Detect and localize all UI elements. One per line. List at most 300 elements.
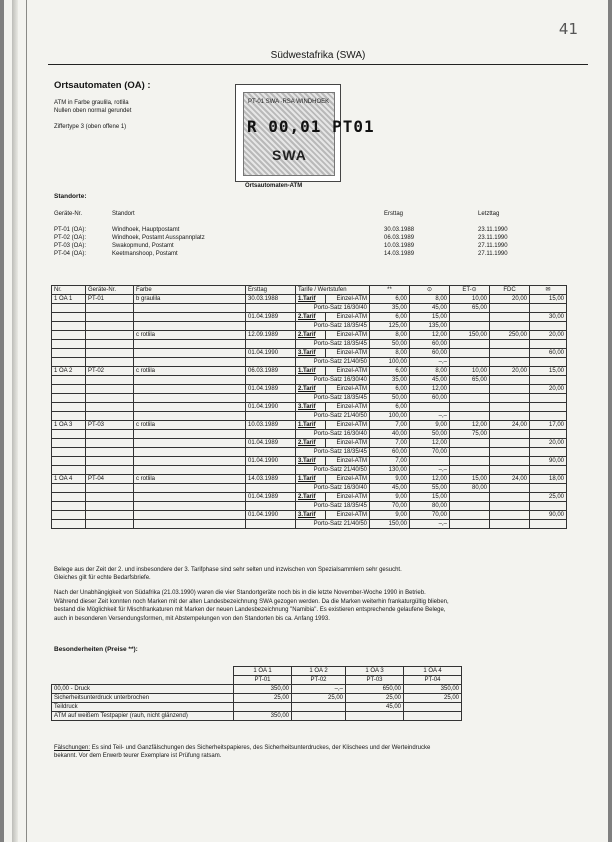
cell-tarif: 2.Tarif [296,313,326,322]
besonderheiten-price: 350,00 [234,712,292,721]
besonderheiten-col-header: 1 OA 1 [234,667,292,676]
cell-wertstufe: Einzel-ATM [326,313,370,322]
cell-price [450,403,490,412]
cell-geraet [86,520,134,529]
cell-price: 90,00 [530,511,567,520]
oa-price-table [51,285,567,529]
table-row [52,448,567,457]
cell-price [530,448,567,457]
cell-ersttag: 12.09.1989 [246,331,296,340]
section-description: ATM in Farbe graulila, rotlila Nullen oben normal gerundet Ziffertype 3 (oben offene 1) [54,100,132,130]
cell-farbe [134,493,246,502]
besonderheiten-price: 25,00 [404,694,462,703]
standorte-cell: 27.11.1990 [478,251,508,257]
cell-wertstufe: Einzel-ATM [326,421,370,430]
note-line: bestand die Möglichkeit für Mischfrankaturen mit Marken der neuen Landesbezeichnung "Namibia". Es existieren entsprechende gelaufene Belege, [54,607,446,613]
cell-wertstufe: Porto-Satz 21/40/50 [296,412,370,421]
cell-price [490,520,530,529]
cell-price: 12,00 [410,385,450,394]
cell-geraet [86,358,134,367]
table-header-row [52,286,567,295]
cell-nr [52,322,86,331]
cell-farbe [134,394,246,403]
cell-price [490,448,530,457]
cell-ersttag: 01.04.1989 [246,313,296,322]
note-line: Gleiches gilt für echte Bedarfsbriefe. [54,575,151,581]
cell-tarif: 3.Tarif [296,403,326,412]
cell-tarif: 1.Tarif [296,367,326,376]
cell-ersttag [246,304,296,313]
cell-nr [52,385,86,394]
cell-price [450,511,490,520]
cell-wertstufe: Porto-Satz 18/35/45 [296,322,370,331]
cell-nr [52,448,86,457]
cell-geraet [86,376,134,385]
cell-nr [52,340,86,349]
cell-price: 9,00 [370,493,410,502]
cell-wertstufe: Porto-Satz 21/40/50 [296,466,370,475]
cell-price [530,466,567,475]
cell-price: 6,00 [370,385,410,394]
cell-geraet [86,511,134,520]
cell-geraet [86,403,134,412]
cell-price [450,313,490,322]
cell-tarif: 2.Tarif [296,439,326,448]
cell-nr [52,430,86,439]
table-row [52,457,567,466]
cell-wertstufe: Einzel-ATM [326,403,370,412]
cell-price [530,430,567,439]
cell-price: 12,00 [410,331,450,340]
cell-price [490,493,530,502]
cell-price: 50,00 [370,340,410,349]
cell-price: 12,00 [410,439,450,448]
besonderheiten-price: 25,00 [292,694,346,703]
cell-farbe: c rotlila [134,421,246,430]
besonderheiten-header-row [52,676,462,685]
blank-cell [52,667,234,676]
standorte-col-header: Ersttag [384,211,404,217]
cell-price: 70,00 [410,448,450,457]
note-rarity [54,566,402,582]
standorte-row [52,234,546,242]
besonderheiten-price: 45,00 [346,703,404,712]
besonderheiten-price [404,712,462,721]
cell-price: 50,00 [370,394,410,403]
besonderheiten-price: 25,00 [234,694,292,703]
cell-geraet: PT-02 [86,367,134,376]
col-header-ersttag: Ersttag [246,286,296,295]
table-row [52,376,567,385]
cell-wertstufe: Einzel-ATM [326,493,370,502]
cell-wertstufe: Einzel-ATM [326,385,370,394]
cell-ersttag [246,484,296,493]
table-row [52,421,567,430]
cell-wertstufe: Einzel-ATM [326,475,370,484]
cell-ersttag: 01.04.1989 [246,439,296,448]
cell-geraet [86,457,134,466]
standorte-cell: 23.11.1990 [478,235,508,241]
col-header-tarife: Tarife / Wertstufen [296,286,370,295]
cell-price [530,376,567,385]
cell-geraet [86,385,134,394]
col-header-et-used: ET-⊙ [450,286,490,295]
besonderheiten-heading: Besonderheiten (Preise **): [54,646,138,653]
standorte-cell: 23.11.1990 [478,227,508,233]
cell-nr [52,412,86,421]
cell-price [490,394,530,403]
cell-price: 100,00 [370,358,410,367]
cell-price: 60,00 [410,394,450,403]
cell-price [450,466,490,475]
cell-price: 24,00 [490,475,530,484]
cell-price: 20,00 [490,367,530,376]
cell-price [490,340,530,349]
cell-price: 60,00 [530,349,567,358]
cell-price: 60,00 [410,340,450,349]
besonderheiten-col-header: PT-01 [234,676,292,685]
page-title: Südwestafrika (SWA) [270,50,366,61]
cell-price [450,448,490,457]
cell-wertstufe: Porto-Satz 16/30/40 [296,430,370,439]
faelschungen-label: Fälschungen: [54,745,91,751]
cell-price: 8,00 [410,367,450,376]
cell-nr [52,457,86,466]
cell-wertstufe: Einzel-ATM [326,331,370,340]
cell-price: 9,00 [410,421,450,430]
cell-price [530,412,567,421]
besonderheiten-price [346,712,404,721]
cell-price: 80,00 [450,484,490,493]
besonderheiten-price: 350,00 [234,685,292,694]
cell-tarif: 1.Tarif [296,475,326,484]
cell-geraet [86,493,134,502]
cell-wertstufe: Einzel-ATM [326,367,370,376]
cell-price: 45,00 [410,376,450,385]
atm-stamp-image [235,84,375,182]
cell-farbe: c rotlila [134,475,246,484]
cell-farbe [134,457,246,466]
cell-price: 20,00 [530,439,567,448]
cell-nr [52,349,86,358]
note-line: Belege aus der Zeit der 2. und insbesondere der 3. Tarifphase sind sehr selten und inzwischen von Spezialsammlern sehr gesucht. [54,567,402,573]
cell-price: 65,00 [450,376,490,385]
besonderheiten-row [52,712,462,721]
note-line: bekannt. Vor dem Erwerb teurer Exemplare ist Prüfung ratsam. [54,753,222,759]
cell-price: 45,00 [370,484,410,493]
table-row [52,493,567,502]
cell-price: 45,00 [410,304,450,313]
cell-price: 7,00 [370,439,410,448]
cell-farbe [134,466,246,475]
cell-ersttag [246,412,296,421]
cell-price: –,– [410,358,450,367]
besonderheiten-col-header: 1 OA 2 [292,667,346,676]
cell-wertstufe: Porto-Satz 21/40/50 [296,520,370,529]
table-row [52,475,567,484]
cell-ersttag: 01.04.1990 [246,511,296,520]
cell-price [530,358,567,367]
cell-nr [52,394,86,403]
besonderheiten-price: 650,00 [346,685,404,694]
cell-price [490,313,530,322]
cell-geraet [86,349,134,358]
stamp-country-imprint: SWA [272,147,307,163]
besonderheiten-col-header: PT-03 [346,676,404,685]
standorte-col-header: Geräte-Nr. [54,211,83,217]
cell-price: 125,00 [370,322,410,331]
besonderheiten-row [52,685,462,694]
cell-price: 10,00 [450,367,490,376]
besonderheiten-price [404,703,462,712]
cell-price: 6,00 [370,367,410,376]
cell-farbe: b graulila [134,295,246,304]
besonderheiten-price: 25,00 [346,694,404,703]
cell-ersttag [246,448,296,457]
cell-price [450,349,490,358]
cell-price: 15,00 [530,367,567,376]
table-row [52,520,567,529]
cell-price [410,403,450,412]
cell-price [530,322,567,331]
cell-wertstufe: Porto-Satz 16/30/40 [296,484,370,493]
standorte-cell: 10.03.1989 [384,243,415,249]
cell-farbe [134,340,246,349]
cell-farbe [134,502,246,511]
cell-price [490,502,530,511]
cell-geraet [86,313,134,322]
besonderheiten-col-header: PT-02 [292,676,346,685]
cell-wertstufe: Einzel-ATM [326,349,370,358]
cell-nr [52,502,86,511]
cell-price: 25,00 [530,493,567,502]
besonderheiten-col-header: 1 OA 3 [346,667,404,676]
cell-ersttag [246,520,296,529]
cell-farbe [134,385,246,394]
cell-wertstufe: Einzel-ATM [326,439,370,448]
cell-nr: 1 OA 4 [52,475,86,484]
note-line: Nach der Unabhängigkeit von Südafrika (21.03.1990) waren die vier Standortgeräte noch bis in die letzte November-Woche 1990 in Betrieb. [54,590,426,596]
cell-price: 150,00 [450,331,490,340]
cell-price: 6,00 [370,313,410,322]
cell-tarif: 3.Tarif [296,511,326,520]
standorte-cell: PT-04 (OA): [54,251,87,257]
cell-price: 35,00 [370,304,410,313]
standorte-cell: 27.11.1990 [478,243,508,249]
note-independence [54,589,449,623]
standorte-cell: 30.03.1988 [384,227,415,233]
col-header-geraet: Geräte-Nr. [86,286,134,295]
col-header-used: ⊙ [410,286,450,295]
standorte-row [52,226,546,234]
cell-ersttag [246,394,296,403]
cell-price: 100,00 [370,412,410,421]
cell-farbe [134,313,246,322]
cell-ersttag [246,340,296,349]
cell-price [530,394,567,403]
cell-price [530,340,567,349]
cell-price: 15,00 [450,475,490,484]
cell-geraet [86,439,134,448]
cell-farbe: c rotlila [134,331,246,340]
standorte-cell: PT-02 (OA): [54,235,87,241]
cell-price: 20,00 [530,331,567,340]
cell-price [450,457,490,466]
cell-price: –,– [410,520,450,529]
cell-farbe [134,304,246,313]
cell-price [490,349,530,358]
cell-farbe [134,376,246,385]
cell-nr [52,484,86,493]
cell-price: 8,00 [370,331,410,340]
table-row [52,304,567,313]
cell-price [490,457,530,466]
cell-price: 35,00 [370,376,410,385]
table-row [52,385,567,394]
cell-price: 150,00 [370,520,410,529]
cell-price: 15,00 [410,493,450,502]
cell-price [490,484,530,493]
cell-price: 75,00 [450,430,490,439]
cell-price: 10,00 [450,295,490,304]
cell-geraet: PT-04 [86,475,134,484]
cell-nr [52,331,86,340]
standorte-table [52,210,546,258]
cell-price: 6,00 [370,295,410,304]
cell-wertstufe: Einzel-ATM [326,295,370,304]
standorte-col-header: Standort [112,211,135,217]
table-row [52,394,567,403]
cell-geraet [86,412,134,421]
cell-farbe [134,484,246,493]
cell-tarif: 3.Tarif [296,457,326,466]
besonderheiten-price: 350,00 [404,685,462,694]
besonderheiten-price [234,703,292,712]
cell-price: 7,00 [370,457,410,466]
cell-geraet [86,340,134,349]
cell-tarif: 3.Tarif [296,349,326,358]
table-row [52,484,567,493]
cell-price: 9,00 [370,475,410,484]
table-row [52,358,567,367]
besonderheiten-row [52,694,462,703]
cell-price: 17,00 [530,421,567,430]
image-caption: Ortsautomaten-ATM [245,183,303,189]
besonderheiten-price: –,– [292,685,346,694]
cell-nr [52,376,86,385]
cell-ersttag: 01.04.1990 [246,403,296,412]
cell-price: 60,00 [370,448,410,457]
cell-ersttag [246,376,296,385]
table-row [52,403,567,412]
faelschungen-note [54,744,430,760]
cell-tarif: 1.Tarif [296,421,326,430]
besonderheiten-label: Teildruck [52,703,234,712]
cell-nr [52,403,86,412]
cell-tarif: 2.Tarif [296,493,326,502]
blank-cell [52,676,234,685]
cell-price: 15,00 [530,295,567,304]
cell-price [450,439,490,448]
cell-farbe [134,349,246,358]
standorte-header-row [52,210,546,226]
table-row [52,367,567,376]
cell-price: 7,00 [370,421,410,430]
cell-price [450,412,490,421]
table-row [52,313,567,322]
cell-nr: 1 OA 2 [52,367,86,376]
cell-nr [52,358,86,367]
standorte-cell: Windhoek, Hauptpostamt [112,227,180,233]
cell-farbe [134,358,246,367]
cell-price [450,493,490,502]
cell-geraet [86,304,134,313]
cell-price [490,376,530,385]
cell-price: 9,00 [370,511,410,520]
besonderheiten-label: Sicherheitsunterdruck unterbrochen [52,694,234,703]
note-line: Während dieser Zeit konnten noch Marken mit der alten Landesbezeichnung SWA gezogen werden. Da die Marken weiterhin frankaturgültig blieben, [54,598,449,605]
cell-wertstufe: Porto-Satz 18/35/45 [296,394,370,403]
cell-ersttag: 30.03.1988 [246,295,296,304]
cell-price: 12,00 [410,475,450,484]
cell-wertstufe: Porto-Satz 16/30/40 [296,304,370,313]
cell-price: 30,00 [530,313,567,322]
cell-ersttag: 01.04.1990 [246,349,296,358]
cell-wertstufe: Einzel-ATM [326,511,370,520]
standorte-heading: Standorte: [54,193,87,200]
cell-price [450,520,490,529]
cell-geraet [86,502,134,511]
cell-geraet [86,331,134,340]
cell-geraet [86,484,134,493]
cell-price: 70,00 [410,511,450,520]
cell-farbe [134,430,246,439]
cell-price: 65,00 [450,304,490,313]
besonderheiten-row [52,703,462,712]
standorte-cell: 06.03.1989 [384,235,415,241]
cell-price: 55,00 [410,484,450,493]
cell-farbe [134,511,246,520]
cell-price: 20,00 [490,295,530,304]
cell-wertstufe: Einzel-ATM [326,457,370,466]
cell-price [450,502,490,511]
cell-geraet: PT-03 [86,421,134,430]
besonderheiten-label: ATM auf weißem Testpapier (rauh, nicht glänzend) [52,712,234,721]
table-row [52,511,567,520]
cell-geraet [86,322,134,331]
cell-price: 80,00 [410,502,450,511]
cell-wertstufe: Porto-Satz 18/35/45 [296,502,370,511]
cell-price: 130,00 [370,466,410,475]
standorte-col-header: Letzttag [478,211,500,217]
table-row [52,412,567,421]
cell-price: 8,00 [370,349,410,358]
besonderheiten-col-header: PT-04 [404,676,462,685]
cell-nr [52,466,86,475]
cell-price [490,304,530,313]
col-header-nr: Nr. [52,286,86,295]
cell-price [490,358,530,367]
col-header-farbe: Farbe [134,286,246,295]
standorte-cell: PT-03 (OA): [54,243,87,249]
cell-wertstufe: Porto-Satz 16/30/40 [296,376,370,385]
table-row [52,322,567,331]
header-rule [48,64,588,65]
cell-price: 70,00 [370,502,410,511]
standorte-cell: PT-01 (OA): [54,227,87,233]
note-line: auch in besonderen Versendungsformen, mit Abstempelungen von den Standorten bis ca. Anfang 1993. [54,615,330,622]
table-row [52,466,567,475]
